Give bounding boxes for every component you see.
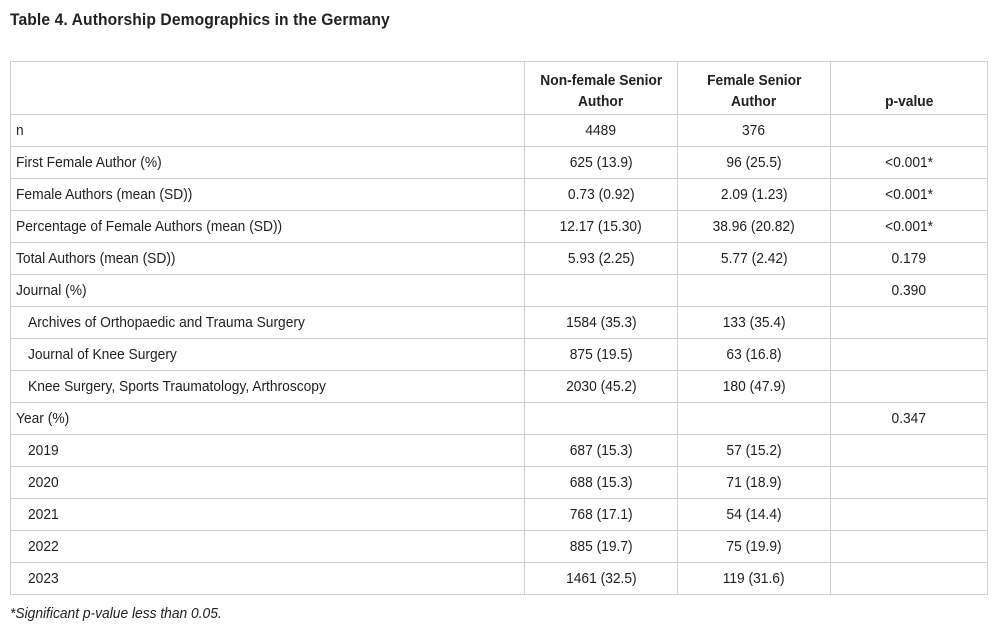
header-p-value-text: p-value <box>884 93 934 110</box>
cell-non-female-senior-text: 768 (17.1) <box>569 506 633 523</box>
cell-female-senior <box>678 435 831 467</box>
cell-non-female-senior-text: 688 (15.3) <box>569 474 633 491</box>
row-label-text: n <box>16 122 24 139</box>
row-label-text: Total Authors (mean (SD)) <box>16 250 176 267</box>
row-label <box>11 307 525 339</box>
cell-non-female-senior <box>525 467 678 499</box>
cell-female-senior <box>678 179 831 211</box>
header-p-value <box>831 62 988 115</box>
cell-p-value <box>831 307 988 339</box>
cell-female-senior <box>678 403 831 435</box>
table-row <box>11 403 988 435</box>
header-female-senior-author <box>678 62 831 115</box>
cell-p-value <box>831 467 988 499</box>
cell-p-value <box>831 563 988 595</box>
row-label <box>11 467 525 499</box>
cell-female-senior-text: 75 (19.9) <box>726 538 782 555</box>
cell-p-value <box>831 115 988 147</box>
row-label <box>11 499 525 531</box>
cell-non-female-senior-text: 4489 <box>585 122 617 139</box>
cell-p-value <box>831 403 988 435</box>
cell-female-senior-text: 133 (35.4) <box>722 314 786 331</box>
row-label-text: 2019 <box>28 442 59 459</box>
cell-non-female-senior-text: 1584 (35.3) <box>565 314 637 331</box>
row-label <box>11 403 525 435</box>
cell-female-senior <box>678 275 831 307</box>
table-row <box>11 211 988 243</box>
cell-p-value-text: <0.001* <box>885 186 933 203</box>
cell-non-female-senior <box>525 499 678 531</box>
table-row <box>11 563 988 595</box>
cell-p-value <box>831 435 988 467</box>
cell-p-value-text: 0.179 <box>891 250 927 267</box>
row-label-text: First Female Author (%) <box>16 154 162 171</box>
table-row <box>11 243 988 275</box>
cell-p-value-text: <0.001* <box>885 218 933 235</box>
cell-non-female-senior <box>525 211 678 243</box>
row-label <box>11 371 525 403</box>
header-col1-line2: Author <box>578 93 624 110</box>
row-label <box>11 243 525 275</box>
cell-non-female-senior <box>525 531 678 563</box>
cell-non-female-senior-text: 1461 (32.5) <box>565 570 637 587</box>
cell-female-senior-text: 180 (47.9) <box>722 378 786 395</box>
cell-non-female-senior <box>525 275 678 307</box>
cell-non-female-senior <box>525 563 678 595</box>
cell-female-senior-text: 119 (31.6) <box>723 570 785 587</box>
row-label <box>11 531 525 563</box>
table-row <box>11 339 988 371</box>
cell-p-value-text: 0.347 <box>891 410 927 427</box>
cell-p-value <box>831 371 988 403</box>
cell-female-senior-text: 376 <box>742 122 766 139</box>
header-col2-line1: Female Senior <box>706 72 802 89</box>
table-title: Table 4. Authorship Demographics in the Germany <box>10 10 390 29</box>
cell-non-female-senior-text: 0.73 (0.92) <box>567 186 635 203</box>
table-row <box>11 467 988 499</box>
table-row <box>11 435 988 467</box>
cell-female-senior <box>678 243 831 275</box>
table-row <box>11 275 988 307</box>
cell-p-value <box>831 211 988 243</box>
cell-non-female-senior <box>525 307 678 339</box>
cell-non-female-senior <box>525 339 678 371</box>
cell-non-female-senior <box>525 435 678 467</box>
demographics-table <box>10 61 988 595</box>
cell-p-value <box>831 243 988 275</box>
cell-p-value <box>831 179 988 211</box>
row-label <box>11 275 525 307</box>
row-label <box>11 147 525 179</box>
header-col1-line1: Non-female Senior <box>540 72 662 89</box>
cell-non-female-senior-text: 687 (15.3) <box>569 442 633 459</box>
row-label-text: Female Authors (mean (SD)) <box>16 186 193 203</box>
cell-female-senior <box>678 339 831 371</box>
cell-non-female-senior-text: 2030 (45.2) <box>565 378 637 395</box>
row-label <box>11 435 525 467</box>
row-label <box>11 339 525 371</box>
cell-p-value <box>831 339 988 371</box>
cell-female-senior <box>678 499 831 531</box>
cell-non-female-senior <box>525 179 678 211</box>
cell-p-value <box>831 531 988 563</box>
cell-non-female-senior <box>525 243 678 275</box>
cell-female-senior <box>678 371 831 403</box>
table-row <box>11 499 988 531</box>
row-label-text: Knee Surgery, Sports Traumatology, Arthroscopy <box>28 378 326 395</box>
cell-female-senior <box>678 211 831 243</box>
row-label-text: Journal (%) <box>16 282 87 299</box>
table-body <box>11 115 988 595</box>
cell-female-senior <box>678 531 831 563</box>
table-row <box>11 371 988 403</box>
row-label <box>11 563 525 595</box>
cell-female-senior-text: 63 (16.8) <box>726 346 782 363</box>
cell-female-senior-text: 71 (18.9) <box>726 474 782 491</box>
cell-p-value-text: <0.001* <box>885 154 933 171</box>
cell-female-senior <box>678 307 831 339</box>
header-col2-line2: Author <box>731 93 777 110</box>
row-label <box>11 115 525 147</box>
cell-female-senior-text: 2.09 (1.23) <box>720 186 788 203</box>
cell-p-value-text: 0.390 <box>891 282 927 299</box>
cell-non-female-senior-text: 885 (19.7) <box>569 538 633 555</box>
cell-female-senior <box>678 563 831 595</box>
cell-female-senior-text: 38.96 (20.82) <box>712 218 796 235</box>
cell-p-value <box>831 147 988 179</box>
cell-p-value <box>831 275 988 307</box>
row-label-text: Archives of Orthopaedic and Trauma Surgery <box>28 314 305 331</box>
cell-non-female-senior-text: 5.93 (2.25) <box>567 250 635 267</box>
table-row <box>11 179 988 211</box>
cell-female-senior-text: 96 (25.5) <box>726 154 782 171</box>
row-label-text: Percentage of Female Authors (mean (SD)) <box>16 218 283 235</box>
cell-non-female-senior <box>525 371 678 403</box>
header-non-female-senior-author <box>525 62 678 115</box>
table-header-row <box>11 62 988 115</box>
cell-non-female-senior <box>525 403 678 435</box>
header-label-cell <box>11 62 525 115</box>
row-label-text: 2020 <box>28 474 59 491</box>
cell-female-senior-text: 57 (15.2) <box>726 442 782 459</box>
cell-female-senior <box>678 147 831 179</box>
cell-female-senior <box>678 467 831 499</box>
footnote: *Significant p-value less than 0.05. <box>10 605 222 622</box>
row-label-text: 2023 <box>28 570 59 587</box>
table-row <box>11 147 988 179</box>
row-label <box>11 211 525 243</box>
row-label-text: 2021 <box>28 506 59 523</box>
row-label <box>11 179 525 211</box>
cell-non-female-senior-text: 625 (13.9) <box>569 154 633 171</box>
table-row <box>11 531 988 563</box>
cell-p-value <box>831 499 988 531</box>
cell-non-female-senior <box>525 115 678 147</box>
cell-female-senior-text: 54 (14.4) <box>726 506 782 523</box>
cell-non-female-senior <box>525 147 678 179</box>
cell-female-senior <box>678 115 831 147</box>
table-row <box>11 115 988 147</box>
cell-non-female-senior-text: 12.17 (15.30) <box>559 218 643 235</box>
cell-non-female-senior-text: 875 (19.5) <box>569 346 633 363</box>
cell-female-senior-text: 5.77 (2.42) <box>720 250 788 267</box>
table-row <box>11 307 988 339</box>
row-label-text: Journal of Knee Surgery <box>28 346 177 363</box>
row-label-text: 2022 <box>28 538 59 555</box>
row-label-text: Year (%) <box>16 410 70 427</box>
